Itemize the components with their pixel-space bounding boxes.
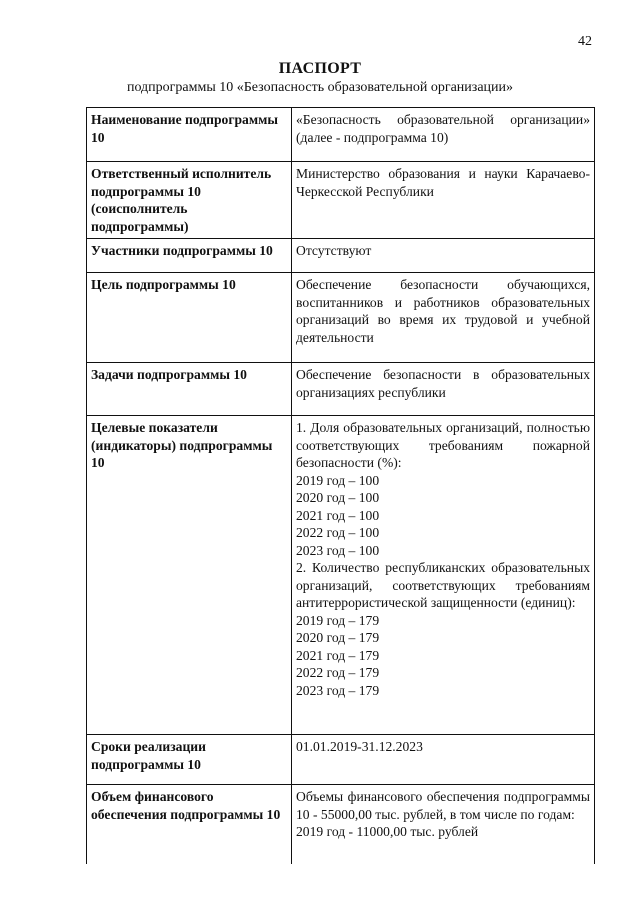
row-label-tasks: Задачи подпрограммы 10 [87,363,292,416]
document-subtitle: подпрограммы 10 «Безопасность образовательной организации» [126,80,514,95]
table-row [87,108,595,162]
financing-year: 2019 год - 11000,00 тыс. рублей [296,824,479,839]
table-row [87,162,595,239]
indicator-2-year: 2023 год – 179 [296,682,380,698]
table-row [87,363,595,416]
table-row [87,785,595,864]
indicator-2-year: 2019 год – 179 [296,612,380,628]
row-value-financing [292,785,595,864]
row-value-period: 01.01.2019-31.12.2023 [292,735,595,785]
row-value-participants: Отсутствуют [292,239,595,273]
row-label-name: Наименование подпрограммы 10 [87,108,292,162]
row-label-participants: Участники подпрограммы 10 [87,239,292,273]
document-title: ПАСПОРТ [278,60,362,77]
row-label-goal: Цель подпрограммы 10 [87,273,292,363]
indicator-1-year: 2023 год – 100 [296,542,380,558]
row-label-indicators: Целевые показатели (индикаторы) подпрограммы 10 [87,416,292,735]
row-label-period: Сроки реализации подпрограммы 10 [87,735,292,785]
indicator-2-year: 2021 год – 179 [296,647,380,663]
table-row [87,416,595,735]
indicator-1-text: 1. Доля образовательных организаций, полностью соответствующих требованиям пожарной безопасности (%): [296,420,590,470]
indicator-1-year: 2021 год – 100 [296,507,380,523]
indicator-1-year: 2019 год – 100 [296,472,380,488]
row-label-financing: Объем финансового обеспечения подпрограммы 10 [87,785,292,864]
financing-text: Объемы финансового обеспечения подпрограммы 10 - 55000,00 тыс. рублей, в том числе по годам: [296,789,590,822]
indicator-2-year: 2020 год – 179 [296,630,380,645]
indicator-2-text: 2. Количество республиканских образовательных организаций, соответствующих требованиям антитеррористической защищенности (единиц): [296,560,590,610]
row-value-goal: Обеспечение безопасности обучающихся, воспитанников и работников образовательных организаций во время их трудовой и учебной деятельности [292,273,595,363]
table-row [87,239,595,273]
table-row [87,273,595,363]
row-value-name: «Безопасность образовательной организации» (далее - подпрограмма 10) [292,108,595,162]
indicator-1-year: 2022 год – 100 [296,525,380,540]
row-value-tasks: Обеспечение безопасности в образовательных организациях республики [292,363,595,416]
indicator-1-year: 2020 год – 100 [296,490,380,505]
row-value-indicators [292,416,595,735]
table-row [87,735,595,785]
indicator-2-year: 2022 год – 179 [296,665,380,680]
row-value-executor: Министерство образования и науки Карачаево-Черкесской Республики [292,162,595,239]
page-number: 42 [578,34,592,49]
row-label-executor: Ответственный исполнитель подпрограммы 10 (соисполнитель подпрограммы) [87,162,292,239]
passport-table [86,107,595,864]
